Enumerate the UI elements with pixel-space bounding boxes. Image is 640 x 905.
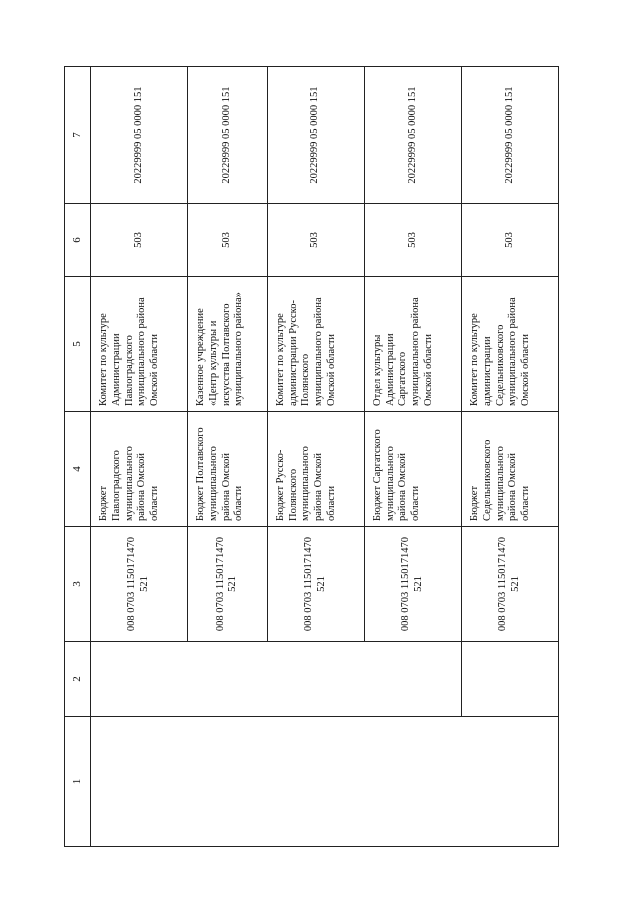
col-header-4: 4 (65, 412, 91, 527)
col-header-6: 6 (65, 204, 91, 277)
recipient-cell: Отдел культуры Администрации Саргатского муниципального района Омской области (364, 277, 461, 412)
recipient-cell: Казенное учреждение «Центр культуры и искусства Полтавского муниципального района» (188, 277, 268, 412)
col-header-3: 3 (65, 527, 91, 642)
recipient-cell: Комитет по культуре администрации Русско-Полянского муниципального района Омской области (267, 277, 364, 412)
transfer-table (64, 66, 559, 847)
col7-cell: 20229999 05 0000 151 (188, 67, 268, 204)
code-cell: 008 0703 1150171470 521 (364, 527, 461, 642)
header-row (65, 67, 91, 847)
col1-cell (91, 717, 559, 847)
col-header-7: 7 (65, 67, 91, 204)
budget-cell: Бюджет Седельниковского муниципального района Омской области (461, 412, 558, 527)
col-header-2: 2 (65, 642, 91, 717)
col7-cell: 20229999 05 0000 151 (91, 67, 188, 204)
rotated-page (64, 67, 559, 847)
col7-cell: 20229999 05 0000 151 (364, 67, 461, 204)
col-header-1: 1 (65, 717, 91, 847)
col2-cell (91, 642, 462, 717)
code-cell: 008 0703 1150171470 521 (91, 527, 188, 642)
col6-cell: 503 (267, 204, 364, 277)
recipient-cell: Комитет по культуре администрации Седельниковского муниципального района Омской области (461, 277, 558, 412)
col7-cell: 20229999 05 0000 151 (461, 67, 558, 204)
code-cell: 008 0703 1150171470 521 (188, 527, 268, 642)
col6-cell: 503 (461, 204, 558, 277)
col6-cell: 503 (91, 204, 188, 277)
col6-cell: 503 (188, 204, 268, 277)
budget-cell: Бюджет Саргатского муниципального района Омской области (364, 412, 461, 527)
table-row (91, 67, 188, 847)
col7-cell: 20229999 05 0000 151 (267, 67, 364, 204)
col2-cell (461, 642, 558, 717)
budget-cell: Бюджет Русско-Полянского муниципального района Омской области (267, 412, 364, 527)
col6-cell: 503 (364, 204, 461, 277)
code-cell: 008 0703 1150171470 521 (267, 527, 364, 642)
budget-cell: Бюджет Павлоградского муниципального района Омской области (91, 412, 188, 527)
budget-cell: Бюджет Полтавского муниципального района Омской области (188, 412, 268, 527)
code-cell: 008 0703 1150171470 521 (461, 527, 558, 642)
col-header-5: 5 (65, 277, 91, 412)
recipient-cell: Комитет по культуре Администрации Павлоградского муниципального района Омской области (91, 277, 188, 412)
